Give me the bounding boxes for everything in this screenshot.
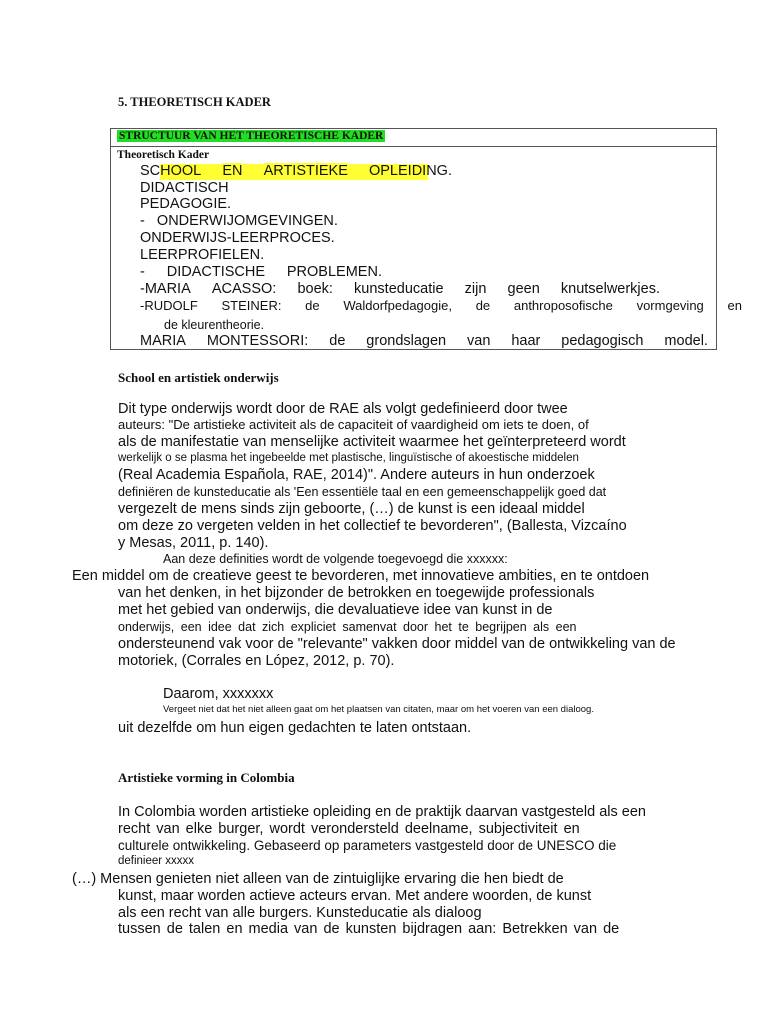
word: grondslagen bbox=[366, 333, 447, 349]
paragraph-line: werkelijk o se plasma het ingebeelde met plastische, linguïstische of akoestische middelen bbox=[118, 452, 579, 464]
editor-note: Vergeet niet dat het niet alleen gaat om het plaatsen van citaten, maar om het voeren van een dialoog. bbox=[163, 704, 594, 715]
word: anthroposofische bbox=[513, 298, 613, 313]
outline-line-1 bbox=[140, 163, 452, 179]
word: vormgeving bbox=[636, 298, 704, 313]
quote-line: als een recht van alle burgers. Kunsteducatie als dialoog bbox=[118, 905, 482, 921]
word: de bbox=[475, 298, 491, 313]
quote-line: Een middel om de creatieve geest te bevorderen, met innovatieve ambities, en te ontdoen bbox=[72, 568, 650, 584]
word: zijn bbox=[464, 281, 487, 297]
word: -MARIA bbox=[140, 281, 191, 297]
paragraph-line: als de manifestatie van menselijke activiteit waarmee het geïnterpreteerd wordt bbox=[118, 434, 626, 450]
table-header: STRUCTUUR VAN HET THEORETISCHE KADER bbox=[119, 130, 384, 142]
paragraph-line: auteurs: "De artistieke activiteit als de capaciteit of vaardigheid om iets te doen, of bbox=[118, 417, 589, 432]
quote-line: tussen de talen en media van de kunsten bijdragen aan: Betrekken van de bbox=[118, 921, 620, 937]
word: haar bbox=[511, 333, 541, 349]
word: van bbox=[467, 333, 491, 349]
section-title-school: School en artistiek onderwijs bbox=[118, 370, 279, 385]
word: model. bbox=[664, 333, 708, 349]
word: DIDACTISCHE bbox=[166, 264, 266, 280]
word: ARTISTIEKE bbox=[263, 163, 348, 179]
paragraph-line: y Mesas, 2011, p. 140). bbox=[118, 535, 269, 551]
table-subheader: Theoretisch Kader bbox=[117, 149, 210, 161]
quote-line: motoriek, (Corrales en López, 2012, p. 70). bbox=[118, 653, 395, 669]
word: de bbox=[329, 333, 346, 349]
section-heading: 5. THEORETISCH KADER bbox=[118, 95, 271, 109]
paragraph-line: vergezelt de mens sinds zijn geboorte, (…) de kunst is een ideaal middel bbox=[118, 501, 585, 517]
word: geen bbox=[507, 281, 540, 297]
paragraph-line: uit dezelfde om hun eigen gedachten te laten ontstaan. bbox=[118, 720, 472, 736]
paragraph-line: definiëren de kunsteducatie als 'Een essentiële taal en een gemeenschappelijk goed dat bbox=[118, 485, 607, 499]
paragraph-line: om deze zo vergeten velden in het collectief te bevorderen", (Ballesta, Vizcaíno bbox=[118, 518, 627, 534]
word: PROBLEMEN. bbox=[286, 264, 382, 280]
outline-line-2: DIDACTISCH bbox=[140, 180, 229, 196]
word: pedagogisch bbox=[561, 333, 644, 349]
quote-line: (…) Mensen genieten niet alleen van de zintuiglijke ervaring die hen biedt de bbox=[72, 871, 564, 887]
outline-line-9 bbox=[140, 298, 742, 313]
word: SCHOOL bbox=[140, 163, 202, 179]
quote-line: kunst, maar worden actieve acteurs ervan. Met andere woorden, de kunst bbox=[118, 888, 592, 904]
outline-line-3: PEDAGOGIE. bbox=[140, 196, 232, 212]
outline-line-6: LEERPROFIELEN. bbox=[140, 247, 265, 263]
outline-line-10: de kleurentheorie. bbox=[164, 318, 265, 332]
paragraph-line: In Colombia worden artistieke opleiding en de praktijk daarvan vastgesteld als een bbox=[118, 804, 646, 820]
word: MARIA bbox=[140, 333, 186, 349]
word: Waldorfpedagogie, bbox=[343, 298, 452, 313]
word: boek: bbox=[297, 281, 333, 297]
outline-line-8 bbox=[140, 281, 660, 297]
outline-line-5: ONDERWIJS-LEERPROCES. bbox=[140, 230, 335, 246]
outline-line-4: - ONDERWIJOMGEVINGEN. bbox=[140, 213, 338, 229]
outline-line-11 bbox=[140, 333, 708, 349]
paragraph-line: definieer xxxxx bbox=[118, 855, 195, 867]
word: - bbox=[140, 264, 145, 280]
paragraph-line: recht van elke burger, wordt verondersteld deelname, subjectiviteit en bbox=[118, 821, 580, 837]
paragraph-line: Aan deze definities wordt de volgende toegevoegd die xxxxxx: bbox=[163, 552, 508, 566]
word: kunsteducatie bbox=[354, 281, 444, 297]
outline-line-7 bbox=[140, 264, 382, 280]
section-title-colombia: Artistieke vorming in Colombia bbox=[118, 770, 295, 785]
paragraph-line: Daarom, xxxxxxx bbox=[163, 686, 274, 702]
word: ACASSO: bbox=[211, 281, 277, 297]
paragraph-line: Dit type onderwijs wordt door de RAE als volgt gedefinieerd door twee bbox=[118, 401, 568, 417]
quote-line: onderwijs, een idee dat zich expliciet samenvat door het te begrijpen als een bbox=[118, 620, 577, 634]
word: OPLEIDING. bbox=[368, 163, 452, 179]
paragraph-line: (Real Academia Española, RAE, 2014)". Andere auteurs in hun onderzoek bbox=[118, 467, 595, 483]
quote-line: van het denken, in het bijzonder de betrokken en toegewijde professionals bbox=[118, 585, 595, 601]
paragraph-line: culturele ontwikkeling. Gebaseerd op parameters vastgesteld door de UNESCO die bbox=[118, 838, 617, 853]
quote-line: ondersteunend vak voor de "relevante" vakken door middel van de ontwikkeling van de bbox=[118, 636, 676, 652]
word: STEINER: bbox=[221, 298, 282, 313]
table-divider bbox=[111, 146, 716, 147]
word: -RUDOLF bbox=[140, 298, 198, 313]
quote-line: met het gebied van onderwijs, die devaluatieve idee van kunst in de bbox=[118, 602, 553, 618]
word: de bbox=[305, 298, 320, 313]
word: knutselwerkjes. bbox=[560, 281, 660, 297]
word: EN bbox=[222, 163, 243, 179]
word: en bbox=[727, 298, 742, 313]
word: MONTESSORI: bbox=[206, 333, 309, 349]
